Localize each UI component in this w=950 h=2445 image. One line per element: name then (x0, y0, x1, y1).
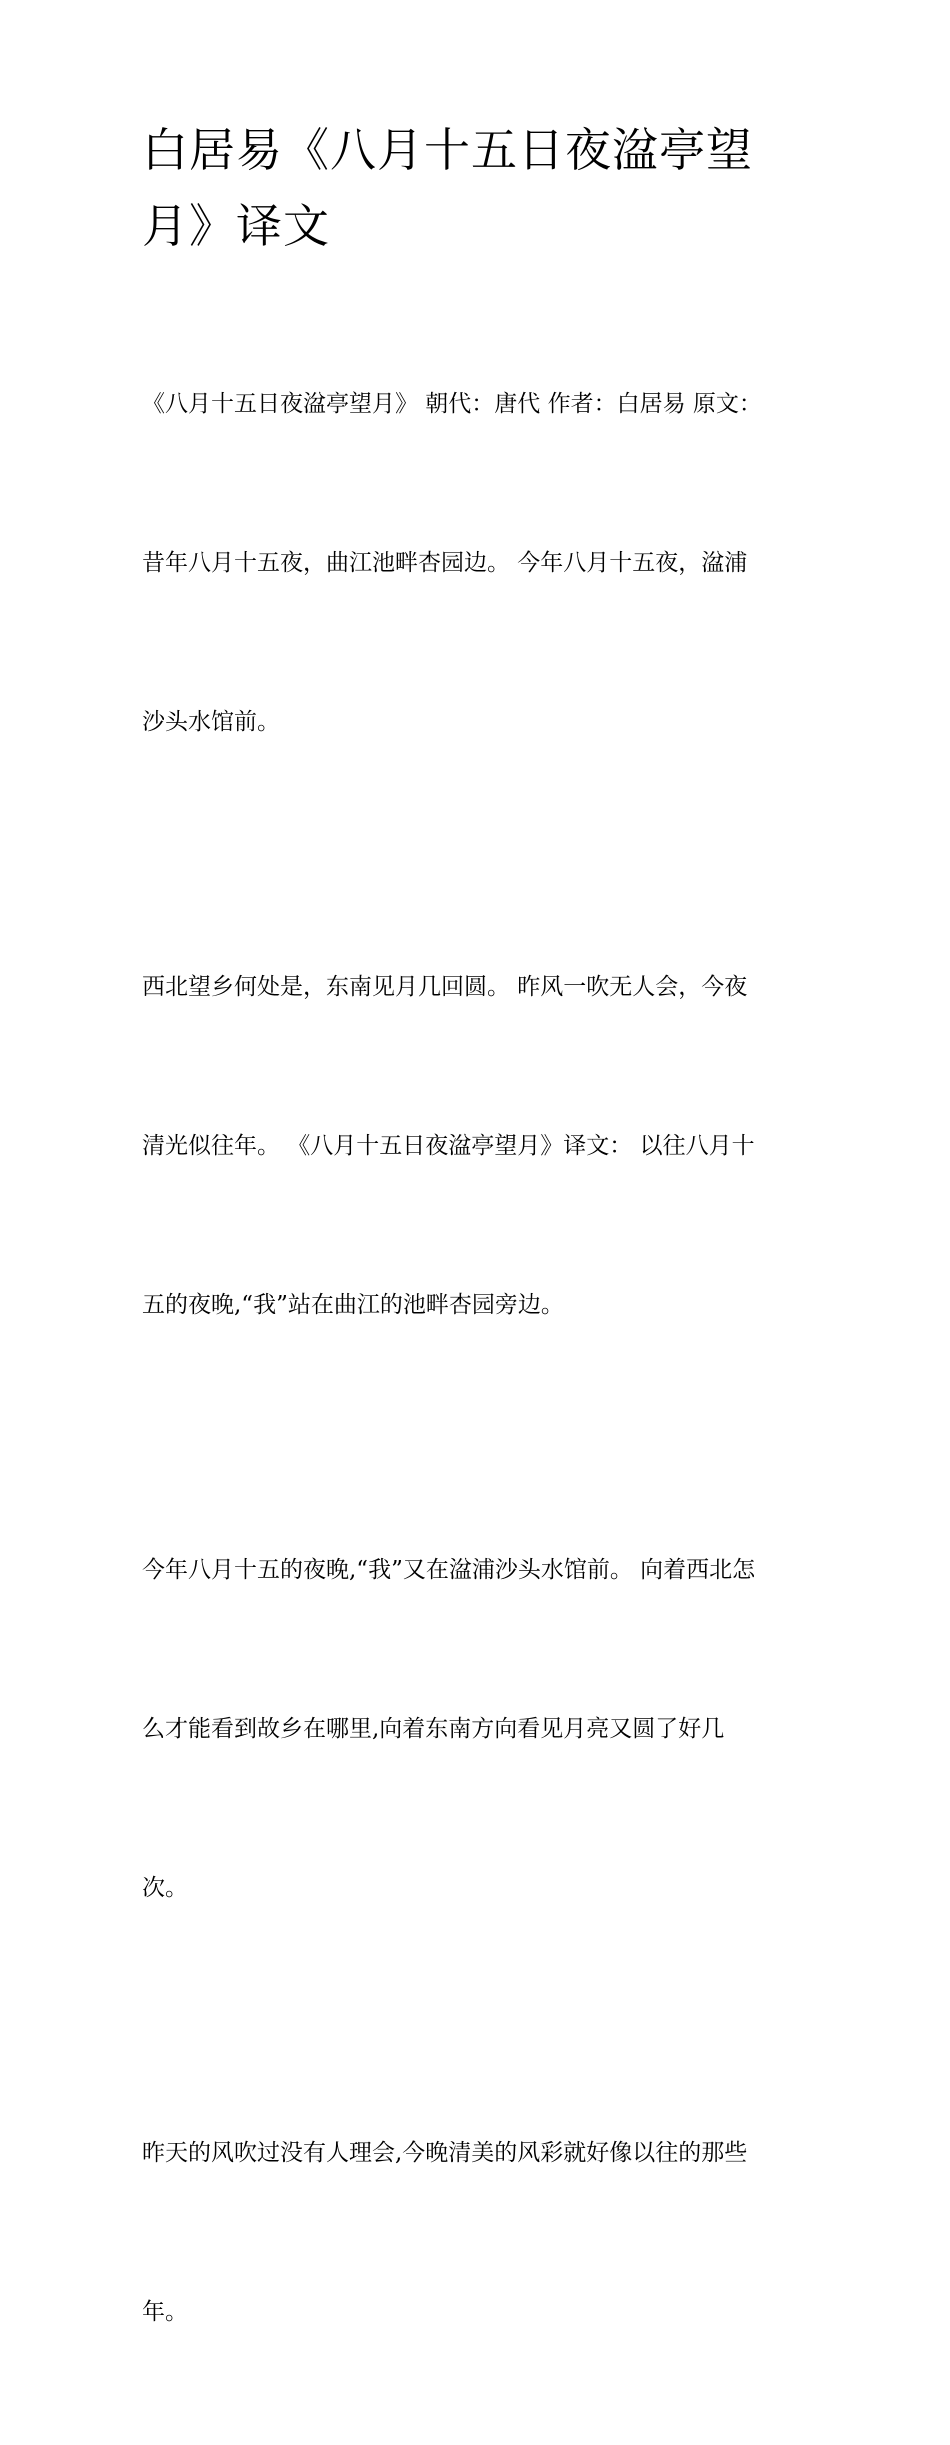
text-line: 沙头水馆前。 (142, 709, 280, 735)
text-line: 昨天的风吹过没有人理会,今晚清美的风彩就好像以往的那些 (142, 2140, 748, 2166)
text-line: 昔年八月十五夜，曲江池畔杏园边。 今年八月十五夜，湓浦 (142, 550, 748, 576)
paragraph-translation-end (142, 2021, 807, 2445)
title-line: 月》译文 (142, 199, 330, 253)
document-body (142, 272, 807, 2445)
paragraph-translation (142, 1438, 807, 2021)
text-line: 次。 (142, 1875, 188, 1901)
text-line: 今年八月十五的夜晚,“我”又在湓浦沙头水馆前。 向着西北怎 (142, 1557, 756, 1583)
text-line: 五的夜晚,“我”站在曲江的池畔杏园旁边。 (142, 1292, 564, 1318)
text-line: 清光似往年。 《八月十五日夜湓亭望月》译文： 以往八月十 (142, 1133, 755, 1159)
text-line: 《八月十五日夜湓亭望月》 朝代：唐代 作者：白居易 原文： (142, 391, 762, 417)
text-line: 西北望乡何处是，东南见月几回圆。 昨风一吹无人会，今夜 (142, 974, 748, 1000)
document-title (142, 112, 802, 264)
paragraph-original-text (142, 272, 807, 855)
paragraph-original-and-translation (142, 855, 807, 1438)
text-line: 么才能看到故乡在哪里,向着东南方向看见月亮又圆了好几 (142, 1716, 725, 1742)
title-line: 白居易《八月十五日夜湓亭望 (142, 123, 753, 177)
text-line: 年。 (142, 2299, 188, 2325)
